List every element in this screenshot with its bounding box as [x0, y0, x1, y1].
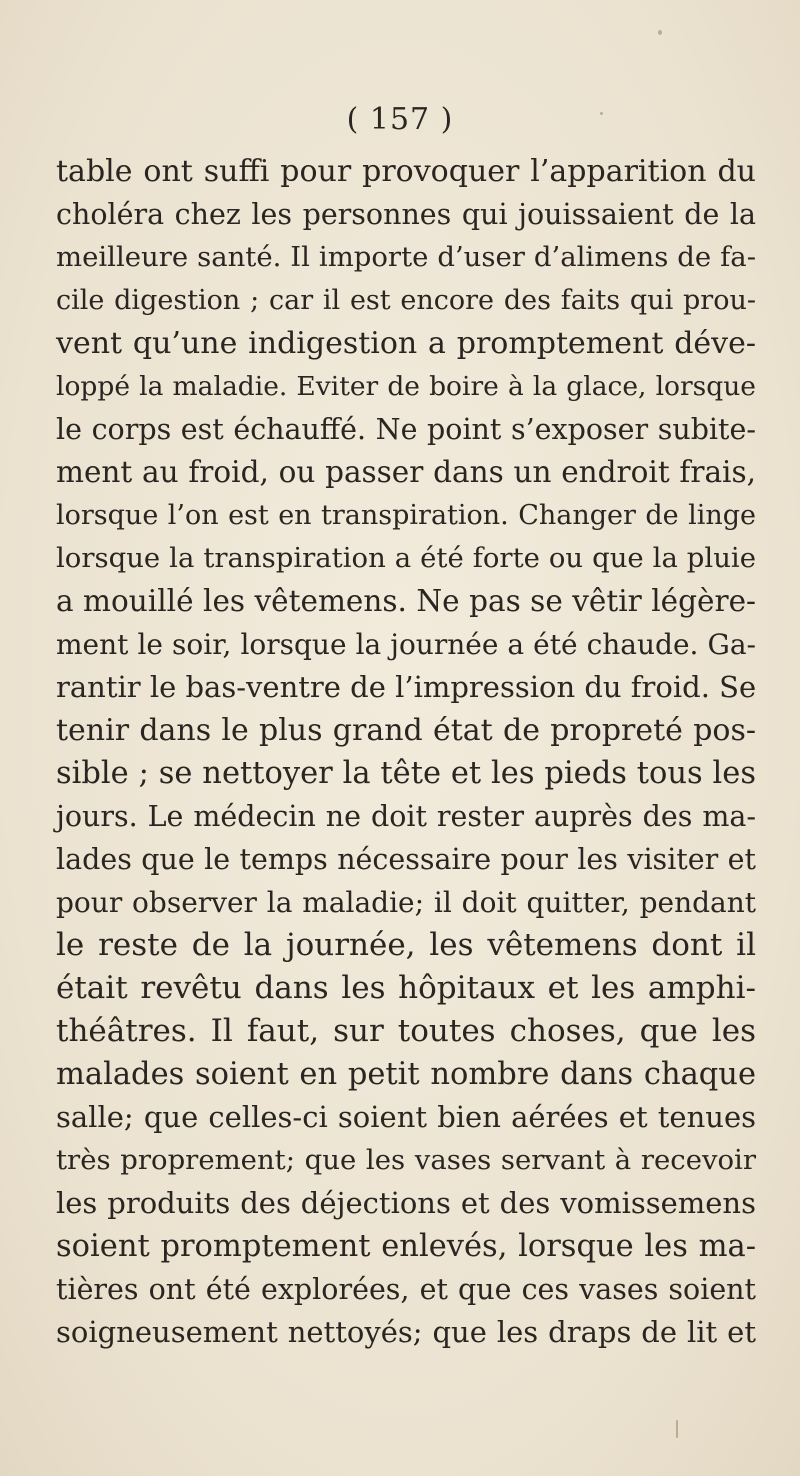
paper-speck — [658, 30, 662, 35]
text-line: malades soient en petit nombre dans chaque — [56, 1057, 756, 1092]
text-line: sible ; se nettoyer la tête et les pieds tous les — [56, 756, 756, 791]
text-line: vent qu’une indigestion a promptement déve- — [56, 326, 756, 361]
body-text — [56, 150, 756, 1354]
text-line: meilleure santé. Il importe d’user d’alimens de fa- — [56, 241, 756, 273]
page-number: ( 157 ) — [346, 102, 454, 137]
text-line: les produits des déjections et des vomissemens — [56, 1186, 756, 1220]
text-line: très proprement; que les vases servant à recevoir — [56, 1144, 756, 1176]
text-line: lades que le temps nécessaire pour les visiter et — [56, 843, 756, 876]
text-line: tenir dans le plus grand état de propreté pos- — [56, 713, 756, 748]
text-line: cile digestion ; car il est encore des faits qui prou- — [56, 285, 756, 316]
text-line: rantir le bas-ventre de l’impression du froid. Se — [56, 670, 757, 704]
text-line: table ont suffi pour provoquer l’apparition du — [56, 154, 756, 189]
text-line: ment le soir, lorsque la journée a été chaude. Ga- — [56, 628, 756, 661]
text-line: théâtres. Il faut, sur toutes choses, que les — [56, 1013, 756, 1049]
text-line: choléra chez les personnes qui jouissaient de la — [56, 198, 756, 231]
text-line: soient promptement enlevés, lorsque les ma- — [56, 1229, 756, 1264]
text-line: le reste de la journée, les vêtemens dont il — [56, 927, 756, 963]
text-line: tières ont été explorées, et que ces vases soient — [56, 1273, 756, 1306]
text-line: était revêtu dans les hôpitaux et les amphi- — [56, 970, 756, 1006]
text-line: ment au froid, ou passer dans un endroit frais, — [56, 455, 756, 489]
text-line: jours. Le médecin ne doit rester auprès des ma- — [56, 800, 756, 833]
paper-speck — [676, 1420, 678, 1438]
text-line: salle; que celles-ci soient bien aérées et tenues — [56, 1100, 756, 1134]
text-line: a mouillé les vêtemens. Ne pas se vêtir légère- — [56, 584, 756, 618]
text-line: soigneusement nettoyés; que les draps de lit et — [56, 1315, 756, 1349]
text-line: lorsque la transpiration a été forte ou que la pluie — [56, 542, 756, 574]
text-line: pour observer la maladie; il doit quitter, pendant — [56, 886, 756, 919]
paper-speck — [600, 112, 603, 115]
text-line: le corps est échauffé. Ne point s’exposer subite- — [56, 413, 756, 446]
text-line: lorsque l’on est en transpiration. Changer de linge — [56, 500, 756, 531]
text-line: loppé la maladie. Eviter de boire à la glace, lorsque — [56, 371, 756, 402]
